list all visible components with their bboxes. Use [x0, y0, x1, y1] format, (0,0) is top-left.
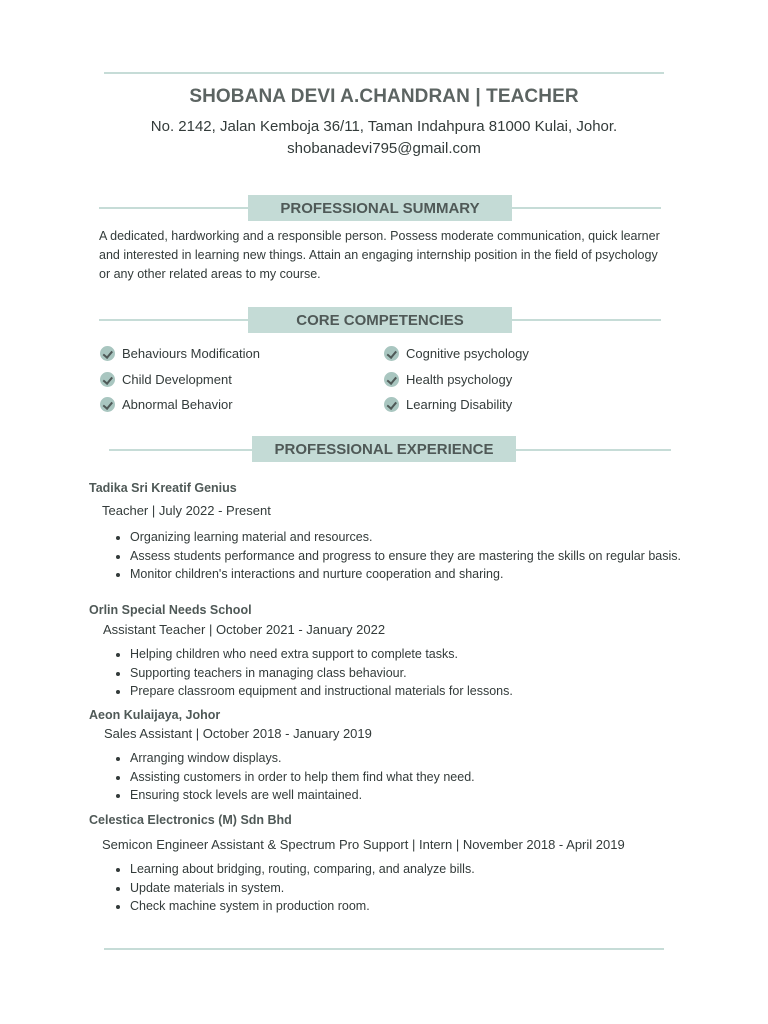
job-task-list — [111, 645, 690, 701]
competency-item — [100, 372, 232, 387]
check-circle-icon — [384, 372, 399, 387]
job-task: • Arranging window displays. — [130, 749, 690, 768]
competency-label: Abnormal Behavior — [122, 397, 233, 412]
section-title-summary: PROFESSIONAL SUMMARY — [248, 195, 512, 221]
competency-label: Child Development — [122, 372, 232, 387]
job-company: Celestica Electronics (M) Sdn Bhd — [89, 813, 292, 827]
job-task: • Assisting customers in order to help them find what they need. — [130, 768, 690, 787]
job-role: Sales Assistant | October 2018 - January 2019 — [104, 726, 372, 741]
competency-item — [100, 397, 233, 412]
job-task: • Assess students performance and progress to ensure they are mastering the skills on regular basis. — [130, 547, 690, 566]
competency-label: Health psychology — [406, 372, 513, 387]
job-task-list — [111, 860, 690, 916]
job-task: • Update materials in system. — [130, 879, 690, 898]
competency-item — [384, 397, 512, 412]
job-task-list — [111, 528, 690, 584]
job-task: • Learning about bridging, routing, comparing, and analyze bills. — [130, 860, 690, 879]
name-title: SHOBANA DEVI A.CHANDRAN | TEACHER — [189, 86, 579, 107]
top-divider — [104, 72, 664, 74]
job-task: • Check machine system in production room. — [130, 897, 690, 916]
competency-label: Behaviours Modification — [122, 346, 261, 361]
section-title-competencies: CORE COMPETENCIES — [248, 307, 512, 333]
address: No. 2142, Jalan Kemboja 36/11, Taman Indahpura 81000 Kulai, Johor. — [150, 118, 618, 135]
email: shobanadevi795@gmail.com — [287, 140, 481, 157]
competency-label: Learning Disability — [406, 397, 513, 412]
job-task: • Ensuring stock levels are well maintained. — [130, 786, 690, 805]
summary-text: A dedicated, hardworking and a responsible person. Possess moderate communication, quick learner and interested in learning new things. Attain an engaging internship position in the field of psychology or any other related areas to my course. — [99, 229, 660, 281]
job-role: Assistant Teacher | October 2021 - January 2022 — [103, 622, 386, 637]
job-company: Tadika Sri Kreatif Genius — [89, 481, 237, 495]
job-task: • Helping children who need extra support to complete tasks. — [130, 645, 690, 664]
job-role: Teacher | July 2022 - Present — [102, 503, 271, 518]
check-circle-icon — [100, 372, 115, 387]
check-circle-icon — [384, 346, 399, 361]
competency-item — [384, 346, 529, 361]
job-task-list — [111, 749, 690, 805]
competency-label: Cognitive psychology — [406, 346, 529, 361]
section-title-experience: PROFESSIONAL EXPERIENCE — [252, 436, 516, 462]
job-role: Semicon Engineer Assistant & Spectrum Pro Support | Intern | November 2018 - April 2019 — [102, 837, 625, 852]
bottom-divider — [104, 948, 664, 950]
check-circle-icon — [100, 397, 115, 412]
job-task: • Monitor children's interactions and nurture cooperation and sharing. — [130, 565, 690, 584]
check-circle-icon — [100, 346, 115, 361]
job-task: • Prepare classroom equipment and instructional materials for lessons. — [130, 682, 690, 701]
check-circle-icon — [384, 397, 399, 412]
job-task: • Organizing learning material and resources. — [130, 528, 690, 547]
job-task: • Supporting teachers in managing class behaviour. — [130, 664, 690, 683]
job-company: Aeon Kulaijaya, Johor — [89, 708, 221, 722]
competency-item — [384, 372, 512, 387]
competency-item — [100, 346, 260, 361]
job-company: Orlin Special Needs School — [89, 603, 252, 617]
